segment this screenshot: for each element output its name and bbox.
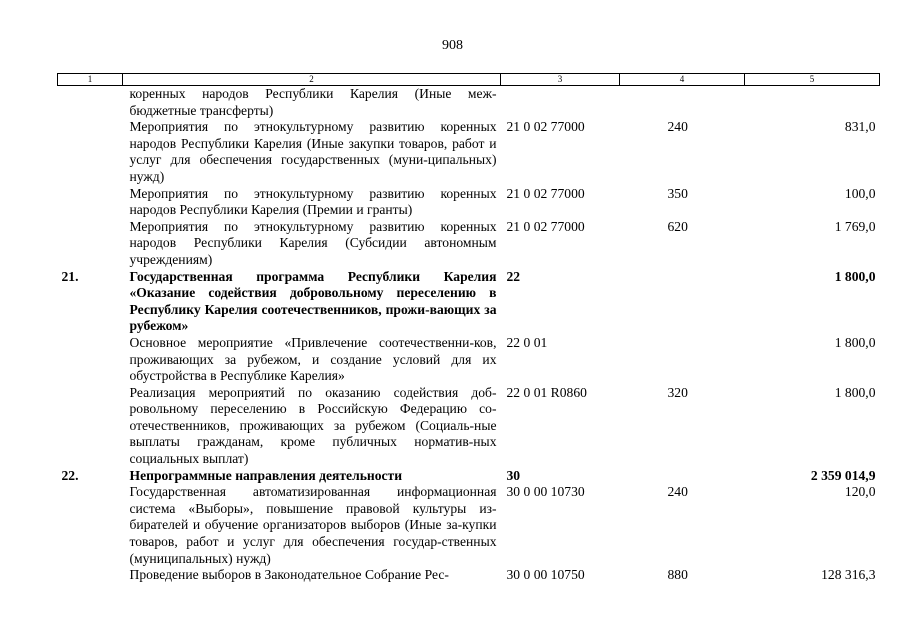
table-row — [58, 269, 880, 335]
row-number — [58, 567, 123, 584]
row-name: Государственная программа Республики Карелия «Оказание содействия добровольному переселению в Республику Карелия соотечественников, прожи-вающих за рубежом» — [129, 268, 497, 334]
row-name: Непрограммные направления деятельности — [129, 467, 403, 483]
row-number: 21. — [61, 268, 79, 284]
header-col-5: 5 — [745, 74, 880, 86]
row-expense-type: 320 — [667, 384, 688, 400]
row-expense-type: 620 — [667, 218, 688, 234]
row-sum: 1 800,0 — [834, 384, 876, 400]
row-expense-type: 240 — [667, 119, 688, 135]
table-row — [58, 86, 880, 120]
row-name: Реализация мероприятий по оказанию содействия доб-ровольному переселению в Российскую Федерацию со-отечественников, проживающих за рубежом (Социаль-ные выплаты гражданам, кроме публичных норматив-ных социальных выплат) — [129, 384, 497, 467]
row-name: Государственная автоматизированная информационная система «Выборы», повышение правовой культуры из-бирателей и обучение организаторов выборов (Иные за-купки товаров, работ и услуг для обеспечения государ-ственных (муниципальных) нужд) — [129, 484, 497, 566]
row-sum: 1 800,0 — [834, 268, 876, 284]
header-col-4: 4 — [620, 74, 745, 86]
table-row — [58, 335, 880, 385]
row-number — [58, 484, 123, 567]
row-number — [58, 86, 123, 120]
row-expense-type — [620, 335, 745, 385]
header-col-2: 2 — [123, 74, 501, 86]
table-row — [58, 119, 880, 185]
row-number — [58, 219, 123, 269]
row-code: 30 0 00 10750 — [506, 567, 585, 583]
row-number — [58, 186, 123, 219]
row-number — [58, 119, 123, 185]
row-expense-type: 240 — [667, 484, 688, 500]
row-name: Мероприятия по этнокультурному развитию коренных народов Республики Карелия (Премии и гранты) — [129, 185, 497, 218]
table-row — [58, 484, 880, 567]
row-name: Мероприятия по этнокультурному развитию коренных народов Республики Карелия (Субсидии автономным учреждениям) — [129, 218, 497, 267]
page-number: 908 — [442, 38, 463, 53]
row-number — [58, 335, 123, 385]
row-sum: 1 769,0 — [834, 218, 876, 234]
row-sum: 2 359 014,9 — [810, 467, 876, 483]
row-sum: 128 316,3 — [821, 567, 876, 583]
row-code: 30 0 00 10730 — [506, 484, 585, 500]
row-code: 21 0 02 77000 — [506, 119, 585, 135]
row-expense-type: 880 — [667, 567, 688, 583]
row-code: 22 0 01 R0860 — [506, 384, 587, 400]
table-row — [58, 385, 880, 468]
row-code: 21 0 02 77000 — [506, 185, 585, 201]
table-body — [58, 86, 880, 584]
row-sum — [745, 86, 880, 120]
row-expense-type — [620, 86, 745, 120]
row-expense-type — [620, 269, 745, 335]
table-row — [58, 567, 880, 584]
header-col-1: 1 — [58, 74, 123, 86]
row-code: 22 0 01 — [506, 334, 548, 350]
row-expense-type: 350 — [667, 185, 688, 201]
row-expense-type — [620, 468, 745, 485]
row-name: Основное мероприятие «Привлечение соотечественни-ков, проживающих за рубежом, и создание условий для их обустройства в Республике Карелия» — [129, 334, 497, 384]
table-row — [58, 219, 880, 269]
budget-table — [57, 73, 880, 584]
row-code: 22 — [506, 268, 521, 284]
row-sum: 100,0 — [844, 185, 876, 201]
table-header — [58, 74, 880, 86]
header-col-3: 3 — [501, 74, 620, 86]
row-sum: 120,0 — [844, 484, 876, 500]
header-row — [58, 74, 880, 86]
table-row — [58, 468, 880, 485]
row-name: коренных народов Республики Карелия (Иные меж-бюджетные трансферты) — [129, 86, 497, 118]
row-code: 21 0 02 77000 — [506, 218, 585, 234]
row-sum: 1 800,0 — [834, 334, 876, 350]
table-row — [58, 186, 880, 219]
row-sum: 831,0 — [844, 119, 876, 135]
row-code — [501, 86, 620, 120]
row-name: Мероприятия по этнокультурному развитию коренных народов Республики Карелия (Иные закупки товаров, работ и услуг для обеспечения государственных (муни-ципальных) нужд) — [129, 119, 497, 184]
row-number — [58, 385, 123, 468]
row-name: Проведение выборов в Законодательное Собрание Рес- — [129, 567, 449, 583]
row-code: 30 — [506, 467, 521, 483]
row-number: 22. — [61, 467, 79, 483]
